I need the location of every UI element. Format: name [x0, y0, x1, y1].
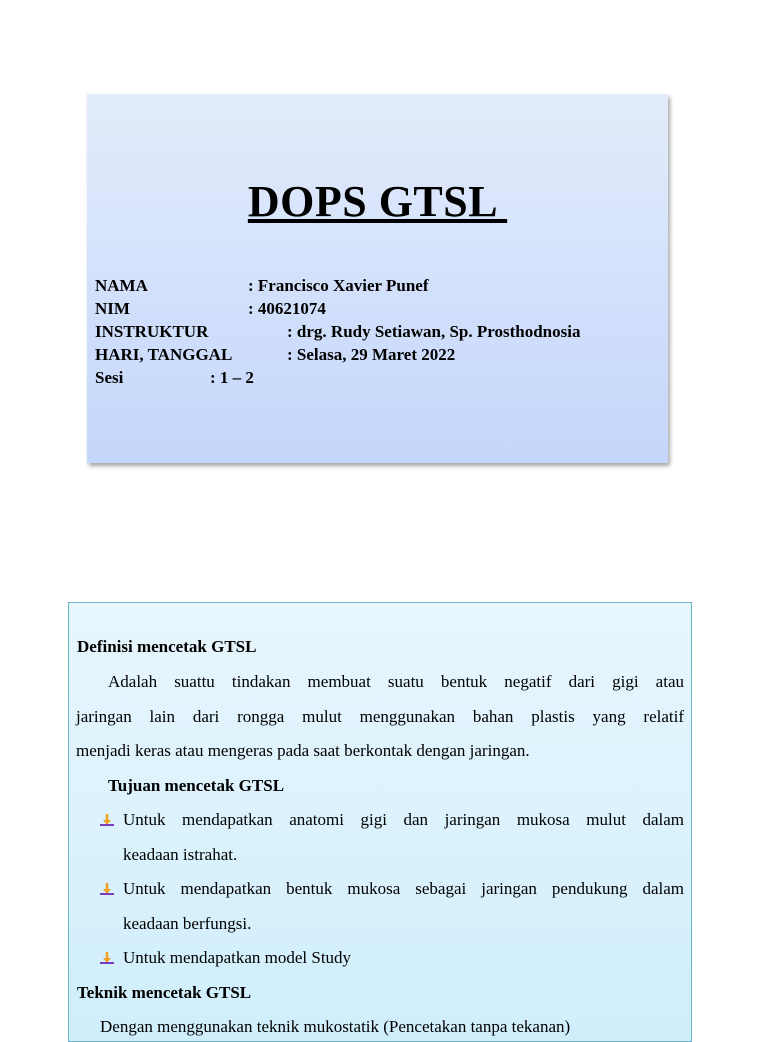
arrow-bullet-icon [99, 950, 115, 966]
definisi-paragraph-line: jaringan lain dari rongga mulut menggunakan bahan plastis yang relatif [76, 707, 684, 726]
content-box [68, 602, 692, 1042]
info-row-nama [95, 276, 429, 296]
info-row-nim [95, 299, 326, 319]
tujuan-bullet-line: Untuk mendapatkan bentuk mukosa sebagai jaringan pendukung dalam [123, 879, 684, 898]
info-label: INSTRUKTUR [95, 322, 209, 341]
tujuan-bullet-line: keadaan istrahat. [123, 845, 238, 864]
info-label: NIM [95, 299, 130, 318]
info-value: : drg. Rudy Setiawan, Sp. Prosthodnosia [287, 322, 581, 341]
tujuan-bullet-line: Untuk mendapatkan anatomi gigi dan jaringan mukosa mulut dalam [123, 810, 684, 829]
document-title: DOPS GTSL [247, 177, 508, 226]
tujuan-heading: Tujuan mencetak GTSL [108, 776, 285, 795]
info-label: Sesi [95, 368, 124, 387]
info-row-hari-tanggal [95, 345, 456, 365]
arrow-bullet-icon [99, 812, 115, 828]
tujuan-bullet-line: keadaan berfungsi. [123, 914, 252, 933]
definisi-heading: Definisi mencetak GTSL [77, 637, 257, 656]
teknik-heading: Teknik mencetak GTSL [77, 983, 252, 1002]
teknik-paragraph-line: Dengan menggunakan teknik mukostatik (Pencetakan tanpa tekanan) [100, 1017, 571, 1036]
info-value: : 1 – 2 [210, 368, 254, 387]
info-value: : 40621074 [248, 299, 326, 318]
info-row-sesi [95, 368, 254, 388]
tujuan-bullet-line: Untuk mendapatkan model Study [123, 948, 352, 967]
cover-page [87, 94, 668, 463]
info-row-instruktur [95, 322, 581, 342]
arrow-bullet-icon [99, 881, 115, 897]
definisi-paragraph-line: menjadi keras atau mengeras pada saat berkontak dengan jaringan. [76, 741, 530, 760]
info-value: : Selasa, 29 Maret 2022 [287, 345, 456, 364]
info-label: HARI, TANGGAL [95, 345, 233, 364]
info-label: NAMA [95, 276, 148, 295]
definisi-paragraph-line: Adalah suattu tindakan membuat suatu bentuk negatif dari gigi atau [108, 672, 684, 691]
info-value: : Francisco Xavier Punef [248, 276, 429, 295]
